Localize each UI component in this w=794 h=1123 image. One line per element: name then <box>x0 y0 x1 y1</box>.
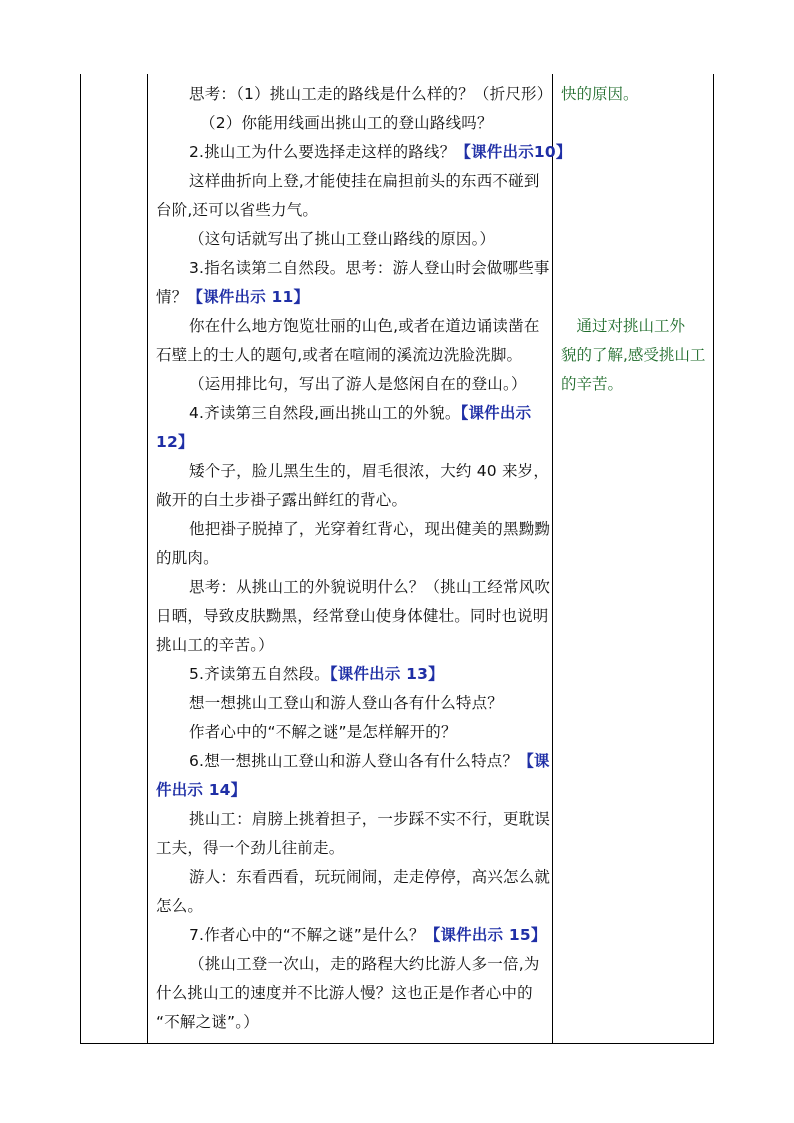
design-intent-column <box>561 80 714 399</box>
text-line <box>156 689 552 718</box>
column-divider-2 <box>552 74 553 1044</box>
line-text: 游人：东看西看，玩玩闹闹，走走停停，高兴怎么就 <box>189 868 551 886</box>
column-divider-1 <box>147 74 148 1044</box>
line-text: 挑山工：肩膀上挑着担子，一步踩不实不行，更耽误 <box>189 810 551 828</box>
text-line <box>156 167 552 196</box>
text-line <box>156 312 552 341</box>
line-text: （这句话就写出了挑山工登山路线的原因。） <box>189 230 496 248</box>
text-line <box>156 834 552 863</box>
text-line <box>156 225 552 254</box>
line-text: 他把褂子脱掉了，光穿着红背心，现出健美的黑黝黝 <box>189 520 551 538</box>
text-line <box>156 660 552 689</box>
text-line <box>156 1008 552 1037</box>
line-text: 怎么。 <box>156 897 204 915</box>
line-text: 敞开的白土步褂子露出鲜红的背心。 <box>156 491 408 509</box>
line-text: 6.想一想挑山工登山和游人登山各有什么特点？ <box>189 752 519 770</box>
text-line <box>156 805 552 834</box>
line-text: 石壁上的士人的题句,或者在喧闹的溪流边洗脸洗脚。 <box>156 346 523 364</box>
line-text: 思考：从挑山工的外貌说明什么？（挑山工经常风吹 <box>189 578 551 596</box>
text-line <box>156 341 552 370</box>
intent-line-1: 通过对挑山工外 <box>561 317 686 335</box>
line-text: 3.指名读第二自然段。思考：游人登山时会做哪些事 <box>189 259 550 277</box>
intent-continuation: 快的原因。 <box>561 85 639 103</box>
text-line <box>156 80 552 109</box>
text-line <box>156 428 552 457</box>
text-line <box>156 776 552 805</box>
courseware-tag: 12】 <box>156 433 194 451</box>
text-line <box>156 254 552 283</box>
line-text: 情？ <box>156 288 188 306</box>
text-line <box>156 515 552 544</box>
line-text: 矮个子，脸儿黑生生的，眉毛很浓，大约 40 来岁， <box>189 462 550 480</box>
courseware-tag: 【课件出示 15】 <box>424 926 547 944</box>
line-text: 4.齐读第三自然段,画出挑山工的外貌。 <box>189 404 461 422</box>
text-line <box>156 544 552 573</box>
line-text: “不解之谜”。） <box>156 1013 259 1031</box>
line-text: 的肌肉。 <box>156 549 219 567</box>
courseware-tag: 【课件出示 11】 <box>187 288 310 306</box>
line-text: 什么挑山工的速度并不比游人慢？这也正是作者心中的 <box>156 984 533 1002</box>
intent-line-2: 貌的了解,感受挑山工 <box>561 346 706 364</box>
text-line <box>156 573 552 602</box>
line-text: 你在什么地方饱览壮丽的山色,或者在道边诵读凿在 <box>189 317 540 335</box>
line-text: 7.作者心中的“不解之谜”是什么？ <box>189 926 425 944</box>
text-line <box>156 979 552 1008</box>
text-line <box>156 457 552 486</box>
text-line <box>156 747 552 776</box>
line-text: 台阶,还可以省些力气。 <box>156 201 319 219</box>
courseware-tag: 【课件出示 13】 <box>329 665 444 683</box>
text-line <box>156 283 552 312</box>
courseware-tag: 【课 <box>518 752 550 770</box>
lesson-table <box>80 74 714 1044</box>
courseware-tag: 【课件出示 <box>460 404 532 422</box>
line-text: 日晒，导致皮肤黝黑，经常登山使身体健壮。同时也说明 <box>156 607 549 625</box>
line-text: 挑山工的辛苦。） <box>156 636 274 654</box>
text-line <box>156 863 552 892</box>
table-border-bottom <box>80 1043 714 1044</box>
text-line <box>156 196 552 225</box>
text-line <box>156 486 552 515</box>
text-line <box>156 892 552 921</box>
text-line <box>156 631 552 660</box>
intent-line-3: 的辛苦。 <box>561 375 624 393</box>
line-text: 作者心中的“不解之谜”是怎样解开的？ <box>189 723 457 741</box>
spacer <box>561 109 714 312</box>
text-line <box>156 602 552 631</box>
text-line <box>156 370 552 399</box>
teaching-process-column <box>156 80 572 1037</box>
text-line <box>156 399 552 428</box>
line-text: 这样曲折向上登,才能使挂在扁担前头的东西不碰到 <box>189 172 540 190</box>
courseware-tag: 件出示 14】 <box>156 781 247 799</box>
line-text: （挑山工登一次山，走的路程大约比游人多一倍,为 <box>189 955 540 973</box>
line-text: 思考：（1）挑山工走的路线是什么样的？（折尺形） <box>189 85 553 103</box>
text-line <box>156 109 552 138</box>
line-text: （2）你能用线画出挑山工的登山路线吗？ <box>200 114 493 132</box>
table-border-left <box>80 74 81 1044</box>
line-text: 5.齐读第五自然段。 <box>189 665 330 683</box>
text-line <box>156 718 552 747</box>
text-line <box>156 921 552 950</box>
text-line <box>156 950 552 979</box>
line-text: 工夫，得一个劲儿往前走。 <box>156 839 345 857</box>
text-line <box>156 138 572 167</box>
courseware-tag: 【课件出示10】 <box>455 143 572 161</box>
line-text: 2.挑山工为什么要选择走这样的路线？ <box>189 143 456 161</box>
line-text: 想一想挑山工登山和游人登山各有什么特点？ <box>189 694 504 712</box>
line-text: （运用排比句，写出了游人是悠闲自在的登山。） <box>189 375 527 393</box>
